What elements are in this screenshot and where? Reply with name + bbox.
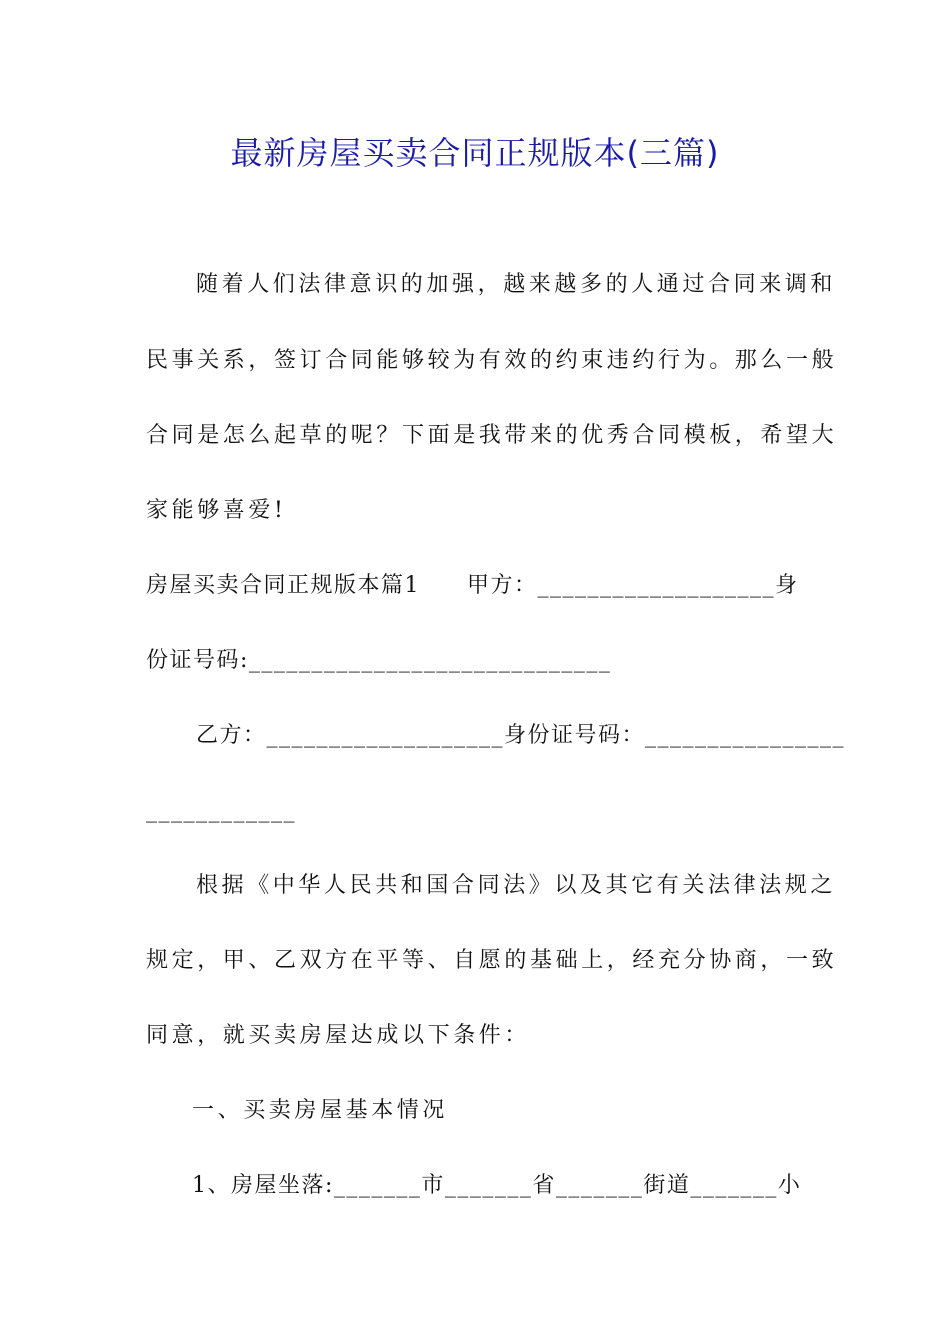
paragraph-line: 根据《中华人民共和国合同法》以及其它有关法律法规之 [196,873,837,898]
blank-continuation-line: ____________ [146,798,296,823]
contract-heading-line: 房屋买卖合同正规版本篇1 甲方：___________________身 [146,573,799,598]
party-b-line: 乙方：___________________身份证号码：________________ [196,723,846,748]
document-title: 最新房屋买卖合同正规版本(三篇) [230,134,720,172]
paragraph-line: 规定，甲、乙双方在平等、自愿的基础上，经充分协商，一致 [146,948,838,973]
paragraph-line: 合同是怎么起草的呢？下面是我带来的优秀合同模板，希望大 [146,423,838,448]
paragraph-line: 随着人们法律意识的加强，越来越多的人通过合同来调和 [196,272,837,297]
id-number-line: 份证号码:_____________________________ [146,648,612,673]
section-heading: 一、买卖房屋基本情况 [192,1098,449,1123]
paragraph-line: 家能够喜爱! [146,498,287,523]
paragraph-line: 民事关系，签订合同能够较为有效的约束违约行为。那么一般 [146,348,838,373]
paragraph-line: 同意，就买卖房屋达成以下条件： [146,1023,531,1048]
address-line: 1、房屋坐落:_______市_______省_______街道_______小 [192,1173,802,1198]
